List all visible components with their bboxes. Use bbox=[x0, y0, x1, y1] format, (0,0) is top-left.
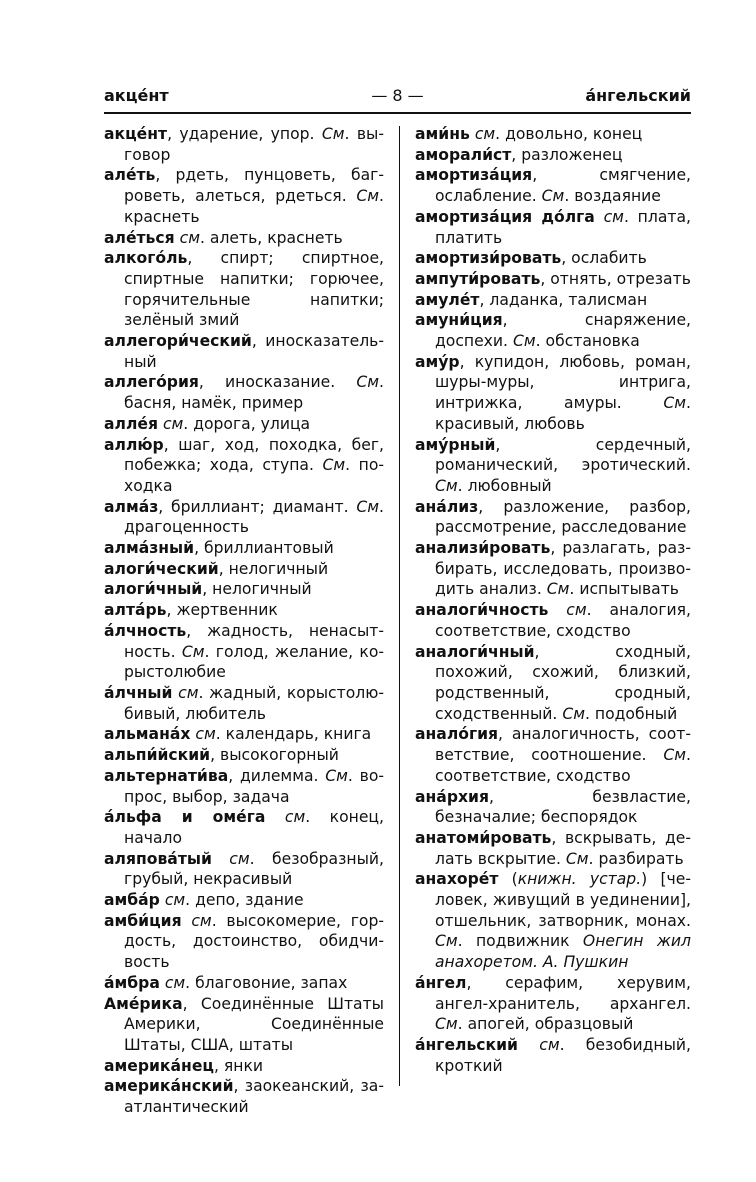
entry-text: , бриллиант; диамант. bbox=[158, 497, 357, 516]
headword: анализи́ровать bbox=[415, 539, 551, 558]
dictionary-entry bbox=[415, 973, 691, 1035]
dictionary-entry bbox=[415, 310, 691, 351]
entry-text: , нелогичный bbox=[218, 559, 329, 578]
headword: аллю́р bbox=[104, 435, 164, 454]
dictionary-entry bbox=[104, 538, 384, 559]
entry-text: . вопрос, выбор, задача bbox=[124, 766, 384, 806]
entry-italic: Онегин жил анахоретом. А. Пушкин bbox=[435, 932, 691, 972]
dictionary-entry bbox=[104, 621, 384, 683]
headword: анало́гия bbox=[415, 725, 499, 744]
running-header bbox=[104, 86, 691, 110]
entry-text: . басня, намёк, пример bbox=[124, 373, 384, 413]
entry-italic: См bbox=[663, 394, 687, 413]
dictionary-entry bbox=[104, 683, 384, 724]
headword: аналоги́чный bbox=[415, 642, 535, 661]
dictionary-entry bbox=[415, 435, 691, 497]
headword: алма́зный bbox=[104, 539, 195, 558]
entry-text: . благовоние, запах bbox=[185, 973, 348, 992]
entry-text: , янки bbox=[213, 1056, 263, 1075]
dictionary-entry bbox=[104, 1056, 384, 1077]
dictionary-entry bbox=[415, 538, 691, 600]
entry-text: , заокеанский, заатлантический bbox=[124, 1077, 384, 1117]
dictionary-entry bbox=[415, 642, 691, 725]
headword: алта́рь bbox=[104, 601, 167, 620]
headword: ами́нь bbox=[415, 125, 470, 143]
headword: алоги́чный bbox=[104, 580, 203, 599]
entry-italic: См bbox=[321, 125, 345, 143]
headword: амби́ция bbox=[104, 911, 182, 930]
entry-italic: См bbox=[435, 476, 458, 495]
entry-italic: см bbox=[164, 891, 186, 910]
headword: ампути́ровать bbox=[415, 269, 541, 288]
entry-text: , смягчение, ослабление. bbox=[435, 166, 691, 206]
entry-text: ( bbox=[498, 870, 518, 889]
entry-text: , шаг, ход, походка, бег, побежка; хода, ступа. bbox=[124, 435, 384, 475]
entry-text: . воздаяние bbox=[564, 187, 661, 206]
entry-italic: см bbox=[178, 683, 199, 702]
dictionary-entry bbox=[104, 911, 384, 973]
entry-italic: См bbox=[325, 766, 348, 785]
headword: ана́лиз bbox=[415, 497, 479, 516]
entry-italic: См bbox=[322, 456, 346, 475]
entry-text bbox=[182, 912, 192, 930]
dictionary-entry bbox=[104, 766, 384, 807]
headword: але́ться bbox=[104, 228, 175, 247]
headword: анахоре́т bbox=[415, 870, 499, 889]
headword: а́лчность bbox=[104, 621, 187, 640]
entry-text: , серафим, херувим, ангел-хранитель, архангел. bbox=[435, 973, 691, 1013]
entry-text: , Соединённые Штаты Америки, Соединённые Штаты, США, штаты bbox=[124, 994, 384, 1054]
headword: алма́з bbox=[104, 497, 159, 516]
dictionary-entry bbox=[415, 165, 691, 206]
dictionary-entry bbox=[415, 145, 691, 166]
headword: аму́р bbox=[415, 352, 460, 371]
headword: Аме́рика bbox=[104, 994, 183, 1013]
entry-text: . высокомерие, гордость, достоинство, обидчивость bbox=[124, 911, 384, 972]
entry-italic: см bbox=[164, 973, 186, 992]
dictionary-entry bbox=[104, 579, 384, 600]
header-rule bbox=[104, 112, 691, 114]
headword: амуни́ция bbox=[415, 311, 503, 330]
entry-text: , ладанка, талисман bbox=[479, 290, 648, 309]
header-left-word: акце́нт bbox=[104, 86, 169, 105]
dictionary-entry bbox=[415, 124, 691, 145]
headword: аналоги́чность bbox=[415, 601, 549, 620]
headword: аму́рный bbox=[415, 435, 496, 454]
entry-italic: см bbox=[566, 601, 587, 620]
entry-italic: см bbox=[195, 725, 216, 744]
entry-text: , жертвенник bbox=[166, 601, 278, 620]
dictionary-entry bbox=[104, 724, 384, 745]
entry-text bbox=[518, 1036, 539, 1054]
entry-italic: См bbox=[356, 373, 380, 392]
dictionary-entry bbox=[104, 745, 384, 766]
headword: америка́нец bbox=[104, 1056, 214, 1075]
entry-italic: см bbox=[179, 228, 200, 247]
left-column bbox=[104, 124, 384, 1118]
entry-text: , разложение, разбор, рассмотрение, расследование bbox=[435, 497, 691, 537]
dictionary-entry bbox=[104, 124, 384, 165]
entry-text: . красивый, любовь bbox=[435, 394, 691, 433]
dictionary-entry bbox=[415, 869, 691, 973]
entry-text: . алеть, краснеть bbox=[200, 228, 343, 247]
dictionary-entry bbox=[415, 290, 691, 311]
entry-italic: См bbox=[562, 704, 585, 723]
headword: амба́р bbox=[104, 891, 160, 910]
dictionary-entry bbox=[415, 497, 691, 538]
entry-text: . календарь, книга bbox=[215, 725, 372, 744]
headword: аморали́ст bbox=[415, 145, 512, 164]
entry-italic: см bbox=[603, 207, 624, 226]
entry-italic: См bbox=[663, 746, 687, 765]
headword: анатоми́ровать bbox=[415, 828, 552, 847]
entry-italic: См bbox=[435, 932, 458, 951]
entry-text: , ударение, упор. bbox=[167, 125, 322, 143]
entry-text bbox=[548, 601, 566, 619]
dictionary-entry bbox=[415, 600, 691, 641]
entry-text: , высокогорный bbox=[210, 746, 339, 765]
dictionary-entry bbox=[415, 724, 691, 786]
dictionary-entry bbox=[104, 165, 384, 227]
entry-text: . довольно, конец bbox=[495, 125, 643, 143]
entry-italic: См bbox=[435, 1015, 458, 1034]
entry-text: , купидон, любовь, роман, шуры-муры, интрига, интрижка, амуры. bbox=[435, 352, 691, 413]
dictionary-entry bbox=[415, 352, 691, 435]
dictionary-entry bbox=[104, 435, 384, 497]
dictionary-entry bbox=[104, 331, 384, 372]
entry-text: . депо, здание bbox=[185, 891, 304, 910]
headword: ана́рхия bbox=[415, 787, 489, 806]
dictionary-entry bbox=[104, 807, 384, 848]
entry-text: , иносказательный bbox=[124, 332, 384, 371]
headword: альтернати́ва bbox=[104, 766, 229, 785]
dictionary-entry bbox=[104, 1076, 384, 1117]
headword: а́нгел bbox=[415, 973, 467, 992]
entry-text: , отнять, отрезать bbox=[540, 269, 691, 288]
entry-text: . испытывать bbox=[569, 580, 679, 599]
headword: амуле́т bbox=[415, 290, 480, 309]
entry-text: . безобразный, грубый, некрасивый bbox=[124, 849, 384, 889]
entry-text: . плата, платить bbox=[435, 207, 691, 247]
entry-text: . любовный bbox=[457, 476, 552, 495]
headword: алоги́ческий bbox=[104, 559, 219, 578]
dictionary-entry bbox=[104, 414, 384, 435]
entry-text: , сходный, похожий, схожий, близкий, родственный, сродный, сходственный. bbox=[435, 642, 691, 723]
entry-text bbox=[595, 208, 604, 226]
column-divider bbox=[399, 126, 400, 1086]
dictionary-entry bbox=[104, 559, 384, 580]
headword: альпи́йский bbox=[104, 746, 211, 765]
entry-text: . подобный bbox=[584, 704, 678, 723]
dictionary-entry bbox=[104, 973, 384, 994]
dictionary-entry bbox=[104, 994, 384, 1056]
headword: а́лчный bbox=[104, 683, 173, 702]
entry-text: . голод, желание, корыстолюбие bbox=[124, 642, 385, 682]
entry-text: . дорога, улица bbox=[183, 414, 311, 433]
dictionary-entry bbox=[104, 600, 384, 621]
entry-italic: См bbox=[181, 642, 205, 661]
entry-text: , аналогичность, соответствие, соотношение. bbox=[435, 725, 691, 765]
entry-text bbox=[265, 808, 285, 826]
dictionary-entry bbox=[415, 787, 691, 828]
entry-italic: книжн. устар. bbox=[517, 870, 642, 889]
entry-italic: см bbox=[474, 125, 496, 143]
page-number: — 8 — bbox=[371, 86, 424, 105]
entry-text: . подвижник bbox=[457, 932, 583, 951]
entry-italic: см bbox=[229, 849, 250, 868]
headword: але́ть bbox=[104, 166, 156, 185]
entry-text: . конец, начало bbox=[124, 808, 384, 847]
headword: алкого́ль bbox=[104, 249, 188, 268]
dictionary-entry bbox=[415, 269, 691, 290]
headword: а́мбра bbox=[104, 973, 160, 992]
headword: а́льфа и оме́га bbox=[104, 808, 266, 827]
entry-italic: См bbox=[541, 187, 565, 206]
right-column bbox=[415, 124, 691, 1076]
dictionary-entry bbox=[415, 1035, 691, 1076]
dictionary-entry bbox=[104, 372, 384, 413]
dictionary-entry bbox=[415, 828, 691, 869]
entry-italic: см bbox=[162, 414, 184, 433]
entry-text: , вскрывать, делать вскрытие. bbox=[435, 828, 691, 868]
entry-italic: см bbox=[191, 911, 212, 930]
entry-text: . безобидный, кроткий bbox=[435, 1035, 691, 1075]
headword: аллего́рия bbox=[104, 373, 199, 392]
headword: амортиза́ция до́лга bbox=[415, 207, 595, 226]
entry-text: , иносказание. bbox=[198, 373, 357, 392]
entry-text: , дилемма. bbox=[228, 766, 326, 785]
entry-text: , рдеть, пунцоветь, багроветь, алеться, рдеться. bbox=[124, 166, 384, 206]
dictionary-entry bbox=[104, 849, 384, 890]
entry-text: , жадность, ненасытность. bbox=[124, 621, 384, 661]
entry-text: . драгоценность bbox=[124, 497, 384, 537]
entry-text: . походка bbox=[124, 456, 385, 495]
dictionary-entry bbox=[104, 890, 384, 911]
entry-text: , снаряжение, доспехи. bbox=[435, 311, 691, 351]
entry-italic: См bbox=[546, 580, 570, 599]
entry-text: ) [человек, живущий в уединении], отшельник, затворник, монах. bbox=[435, 870, 691, 930]
headword: а́нгельский bbox=[415, 1035, 518, 1054]
headword: альмана́х bbox=[104, 725, 191, 744]
entry-italic: См bbox=[565, 849, 589, 868]
entry-italic: см bbox=[284, 808, 306, 827]
entry-text: , ослабить bbox=[561, 249, 647, 268]
headword: алле́я bbox=[104, 414, 158, 433]
entry-text: , безвластие, безначалие; беспорядок bbox=[435, 787, 691, 827]
headword: амортизи́ровать bbox=[415, 249, 562, 268]
entry-text: . разбирать bbox=[588, 849, 684, 868]
dictionary-entry bbox=[104, 248, 384, 331]
entry-text: . аналогия, соответствие, сходство bbox=[435, 601, 691, 640]
entry-text: . апогей, образцовый bbox=[457, 1015, 634, 1034]
headword: амортиза́ция bbox=[415, 166, 533, 185]
dictionary-entry bbox=[415, 207, 691, 248]
entry-italic: см bbox=[539, 1035, 560, 1054]
entry-text: , сердечный, романический, эротический. bbox=[435, 435, 691, 475]
headword: аляпова́тый bbox=[104, 849, 212, 868]
entry-text: , нелогичный bbox=[202, 580, 312, 599]
entry-text: . выговор bbox=[124, 125, 384, 164]
dictionary-entry bbox=[104, 228, 384, 249]
entry-italic: См bbox=[512, 332, 536, 351]
entry-text: . соответствие, сходство bbox=[435, 746, 691, 785]
entry-text: . жадный, корыстолюбивый, любитель bbox=[124, 683, 384, 723]
header-right-word: а́нгельский bbox=[585, 86, 691, 105]
headword: америка́нский bbox=[104, 1077, 234, 1096]
entry-text: , разложенец bbox=[511, 145, 623, 164]
dictionary-entry bbox=[415, 248, 691, 269]
headword: акце́нт bbox=[104, 125, 168, 143]
entry-italic: См bbox=[356, 187, 380, 206]
entry-text bbox=[212, 850, 229, 868]
entry-text: , разлагать, разбирать, исследовать, производить анализ. bbox=[435, 539, 691, 599]
entry-text: , бриллиантовый bbox=[194, 539, 334, 558]
entry-text: . обстановка bbox=[535, 332, 640, 351]
entry-text: . краснеть bbox=[124, 187, 384, 226]
dictionary-entry bbox=[104, 497, 384, 538]
entry-text: , спирт; спиртное, спиртные напитки; горючее, горячительные напитки; зелёный змий bbox=[124, 249, 384, 330]
headword: аллегори́ческий bbox=[104, 332, 252, 351]
entry-italic: См bbox=[356, 497, 380, 516]
